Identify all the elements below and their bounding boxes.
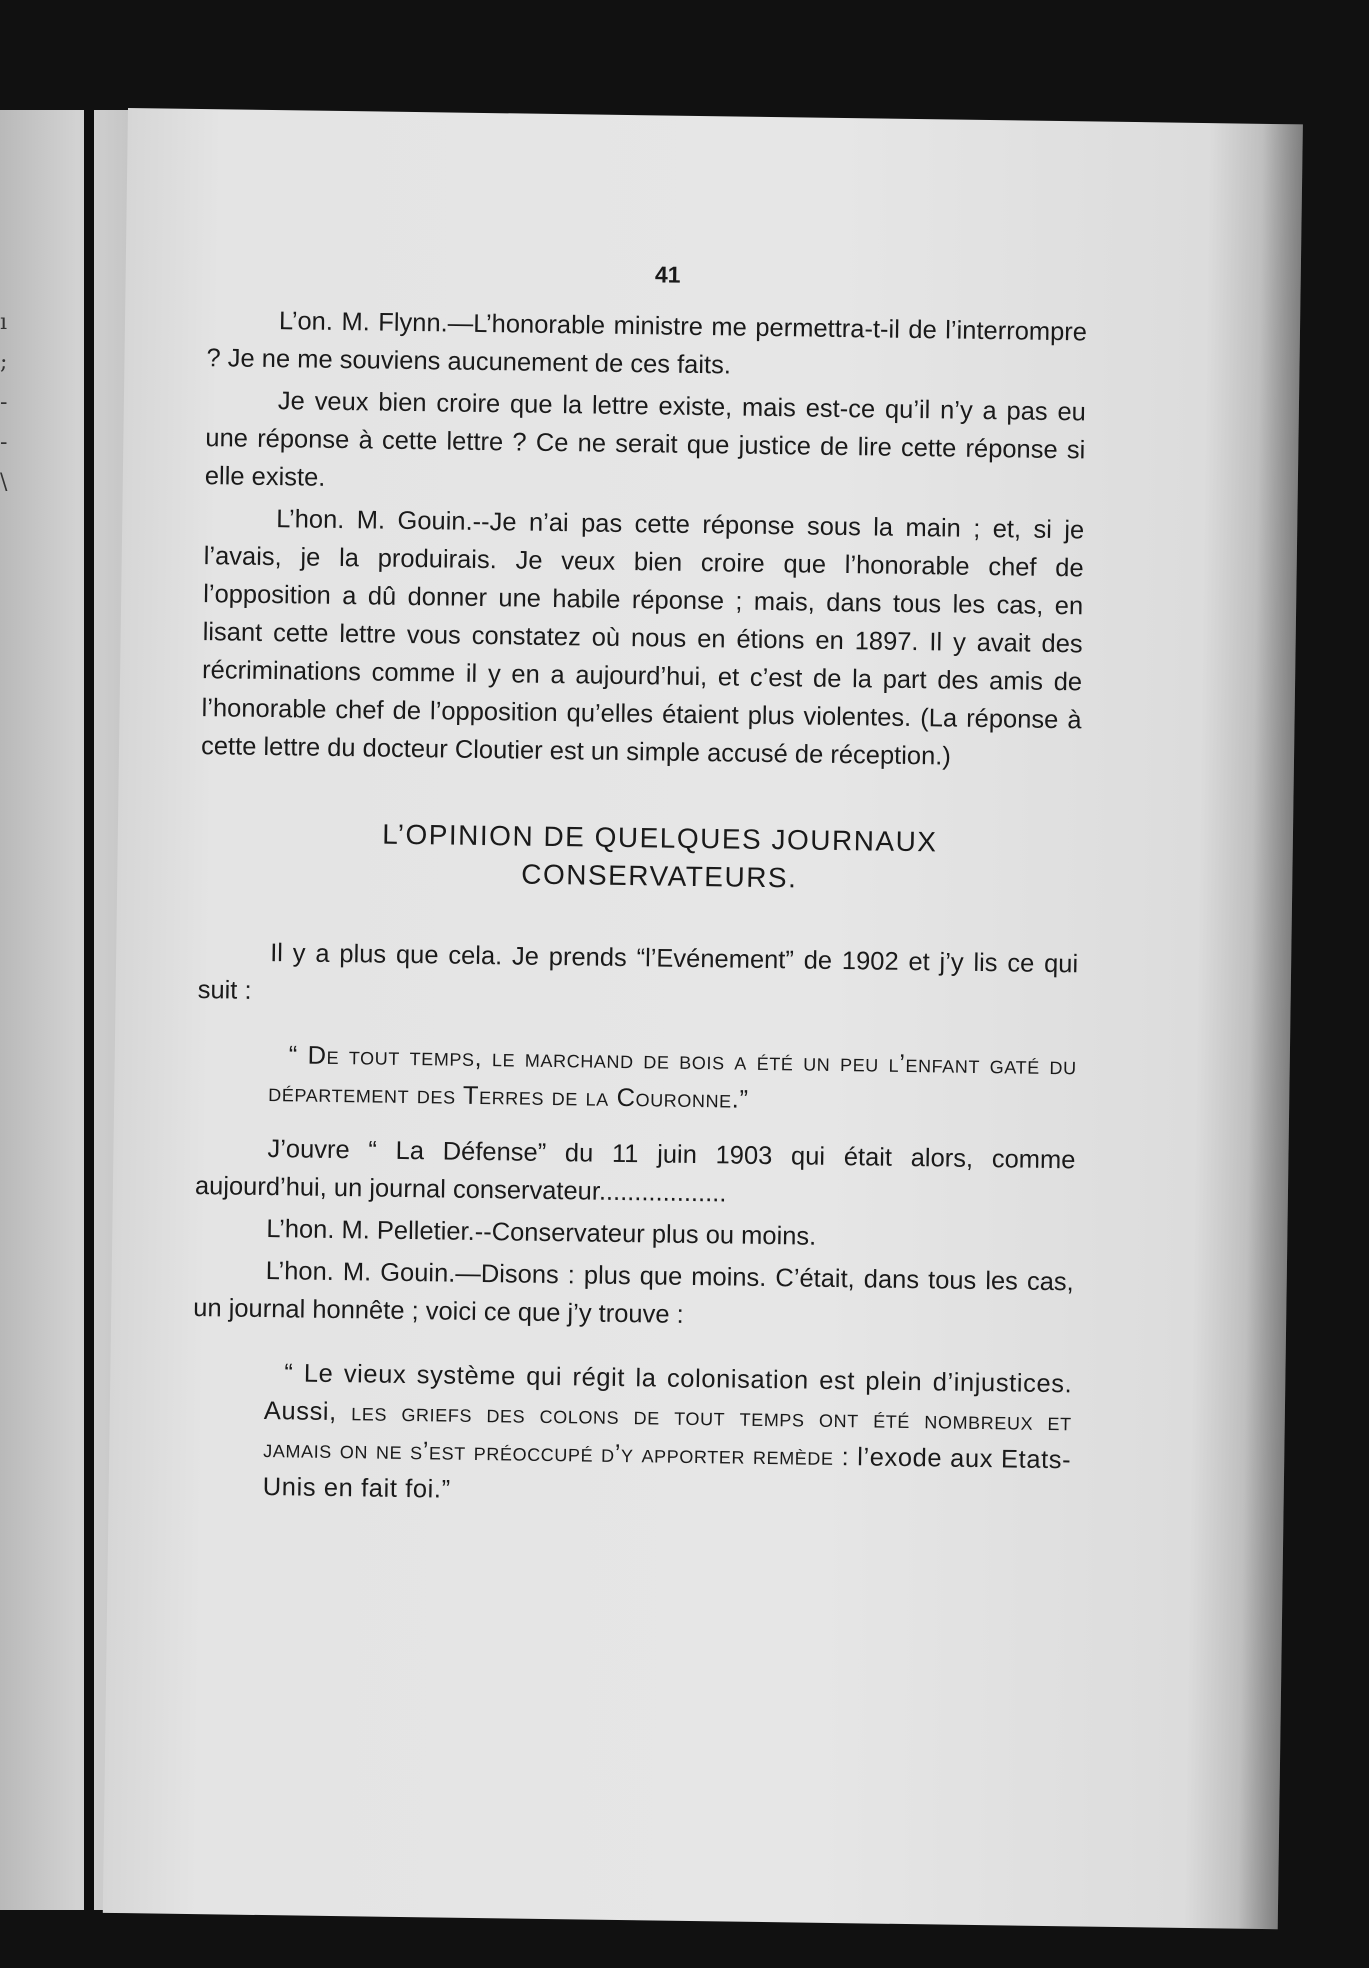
quote-defense-part-3: : l’exode aux Etats-Unis en fait foi.” xyxy=(262,1442,1072,1504)
paragraph-lettre: Je veux bien croire que la lettre existe, mais est-ce qu’il n’y a pas eu une réponse à cette lettre ? Ce ne serait que justice de lire cette réponse si elle existe. xyxy=(204,387,1087,492)
paragraph-defense: J’ouvre “ La Défense” du 11 juin 1903 qui était alors, comme aujourd’hui, un journal conservateur.................. xyxy=(194,1135,1076,1208)
left-page-mark: - xyxy=(0,390,8,415)
paragraph-gouin-reponse: L’hon. M. Gouin.--Je n’ai pas cette réponse sous la main ; et, si je l’avais, je la produirais. Je veux bien croire que l’honorable chef de l’opposition a dû donner une habile réponse ; mais, dans tous les cas, en lisant cette lettre vous constatez où nous en étions en 1897. Il y avait des récriminations comme il y en a aujourd’hui, et c’est de la part des amis de l’honorable chef de l’opposition qu’elles étaient plus violentes. (La réponse à cette lettre du docteur Cloutier est un simple accusé de réception.) xyxy=(200,505,1085,771)
paragraph-pelletier: L’hon. M. Pelletier.--Conservateur plus ou moins. xyxy=(266,1215,817,1251)
section-heading-line-1: L’OPINION DE QUELQUES JOURNAUX xyxy=(381,818,938,858)
paragraph-evenement: Il y a plus que cela. Je prends “l’Evénement” de 1902 et j’y lis ce qui suit : xyxy=(197,939,1079,1005)
book-gutter xyxy=(84,110,94,1910)
page-number: 41 xyxy=(654,261,681,288)
left-page-mark: \ xyxy=(0,470,8,495)
section-heading xyxy=(239,814,1080,902)
quote-defense-part-1: “ Le vieux système qui régit la colonisation est plein d’injustices. Aussi, xyxy=(263,1359,1073,1427)
left-page-mark: ı xyxy=(0,310,8,335)
quote-defense xyxy=(262,1354,1072,1517)
left-page-mark: ; xyxy=(0,350,8,375)
paragraph-gouin-disons: L’hon. M. Gouin.—Disons : plus que moins. C’était, dans tous les cas, un journal honnête ; voici ce que j’y trouve : xyxy=(193,1257,1074,1329)
page-text-block xyxy=(190,249,1088,1535)
quote-defense-part-2: les griefs des colons de tout temps ont été nombreux et jamais on ne s’est préoccupé d’y apporter remède xyxy=(263,1398,1072,1471)
book-page xyxy=(103,108,1303,1929)
section-heading-line-2: CONSERVATEURS. xyxy=(521,858,798,894)
paragraph-flynn: L’on. M. Flynn.—L’honorable ministre me permettra-t-il de l’interrompre ? Je ne me souviens aucunement de ces faits. xyxy=(206,307,1088,380)
left-page-mark: - xyxy=(0,430,8,455)
quote-evenement: “ De tout temps, le marchand de bois a été un peu l’enfant gaté du département des Terres de la Couronne.” xyxy=(268,1041,1077,1114)
